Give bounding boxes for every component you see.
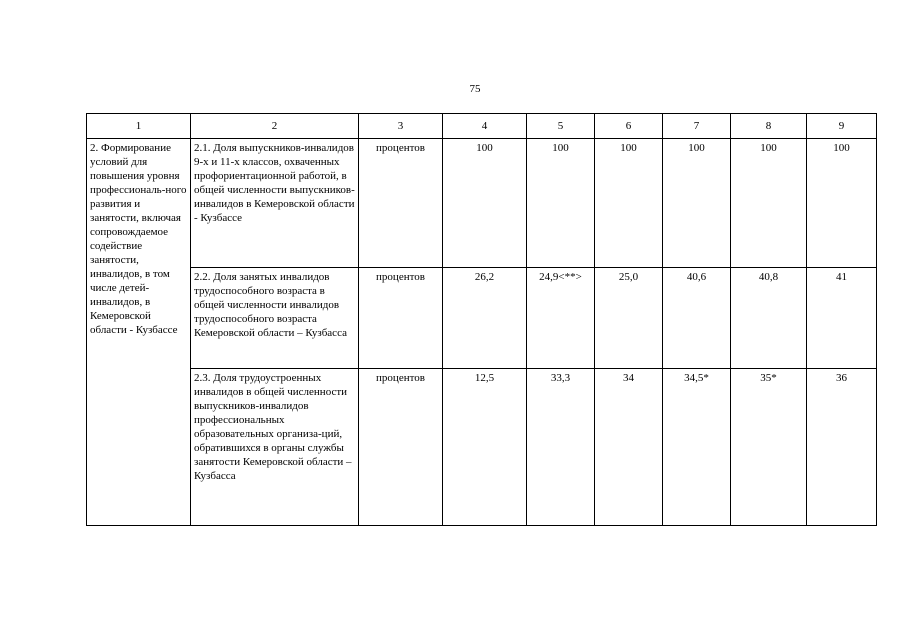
- column-header: 6: [595, 114, 663, 139]
- value-cell: 36: [807, 369, 877, 526]
- value-cell: 12,5: [443, 369, 527, 526]
- unit-cell: процентов: [359, 139, 443, 268]
- column-header: 4: [443, 114, 527, 139]
- value-cell: 33,3: [527, 369, 595, 526]
- value-cell: 40,6: [663, 268, 731, 369]
- value-cell: 100: [807, 139, 877, 268]
- value-cell: 100: [527, 139, 595, 268]
- value-cell: 41: [807, 268, 877, 369]
- value-cell: 100: [595, 139, 663, 268]
- value-cell: 100: [731, 139, 807, 268]
- table-row: [87, 268, 877, 369]
- unit-cell: процентов: [359, 369, 443, 526]
- column-header: 5: [527, 114, 595, 139]
- indicator-cell: 2.2. Доля занятых инвалидов трудоспособного возраста в общей численности инвалидов трудоспособного возраста Кемеровской области – Кузбасса: [191, 268, 359, 369]
- value-cell: 26,2: [443, 268, 527, 369]
- value-cell: 34: [595, 369, 663, 526]
- column-header: 2: [191, 114, 359, 139]
- column-header: 8: [731, 114, 807, 139]
- indicator-cell: 2.1. Доля выпускников-инвалидов 9-х и 11-х классов, охваченных профориентационной работой, в общей численности выпускников-инвалидов в Кемеровской области - Кузбассе: [191, 139, 359, 268]
- value-cell: 25,0: [595, 268, 663, 369]
- header-row: [87, 114, 877, 139]
- page-number: 75: [469, 83, 481, 95]
- column-header: 7: [663, 114, 731, 139]
- column-header: 3: [359, 114, 443, 139]
- value-cell: 35*: [731, 369, 807, 526]
- value-cell: 34,5*: [663, 369, 731, 526]
- value-cell: 100: [443, 139, 527, 268]
- indicators-table: [86, 113, 877, 526]
- value-cell: 100: [663, 139, 731, 268]
- table-row: [87, 369, 877, 526]
- table-row: [87, 139, 877, 268]
- value-cell: 40,8: [731, 268, 807, 369]
- column-header: 9: [807, 114, 877, 139]
- goal-cell: 2. Формирование условий для повышения уровня профессиональ-ного развития и занятости, включая сопровождаемое содействие занятости, инвалидов, в том числе детей-инвалидов, в Кемеровской области - Кузбассе: [87, 139, 191, 526]
- column-header: 1: [87, 114, 191, 139]
- unit-cell: процентов: [359, 268, 443, 369]
- value-cell: 24,9<**>: [527, 268, 595, 369]
- indicator-cell: 2.3. Доля трудоустроенных инвалидов в общей численности выпускников-инвалидов профессиональных образовательных организа-ций, обратившихся в органы службы занятости Кемеровской области – Кузбасса: [191, 369, 359, 526]
